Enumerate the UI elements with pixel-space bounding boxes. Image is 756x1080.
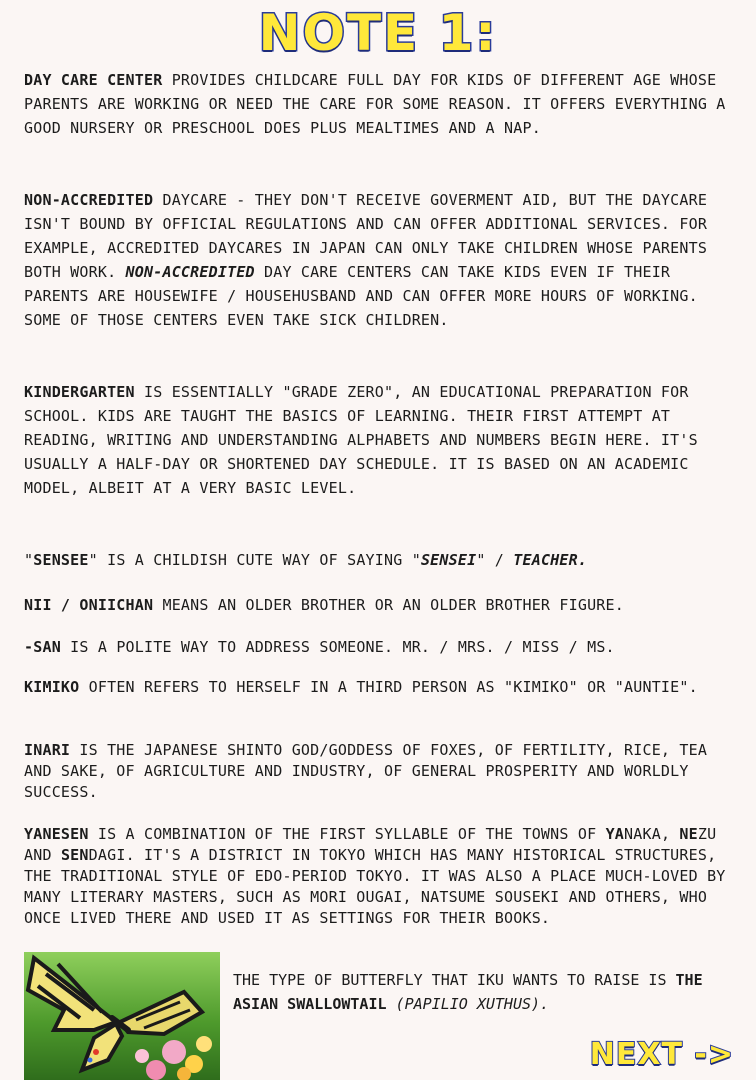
- butterfly-photo: [24, 952, 220, 1080]
- term-yanesen: YANESEN: [24, 825, 89, 843]
- term-nii: NII / ONIICHAN: [24, 596, 154, 614]
- page-title: NOTE 1:: [258, 4, 498, 62]
- note-kindergarten: [24, 380, 740, 500]
- term-sensee: SENSEE: [33, 551, 89, 569]
- text-inari: IS THE JAPANESE SHINTO GOD/GODDESS OF FOXES, OF FERTILITY, RICE, TEA AND SAKE, OF AGRICULTURE AND INDUSTRY, OF GENERAL PROSPERITY AND WORLDLY SUCCESS.: [24, 741, 708, 801]
- text-sensee-2: " /: [476, 551, 514, 569]
- term-sensei: SENSEI: [420, 551, 477, 569]
- text-yanaka: NAKA,: [624, 825, 680, 843]
- sensee-quote: ": [24, 551, 34, 569]
- text-kimiko: OFTEN REFERS TO HERSELF IN A THIRD PERSON AS "KIMIKO" OR "AUNTIE".: [79, 678, 698, 696]
- text-nii: MEANS AN OLDER BROTHER OR AN OLDER BROTHER FIGURE.: [153, 596, 625, 614]
- next-button[interactable]: NEXT ->: [589, 1037, 734, 1072]
- term-daycare: DAY CARE CENTER: [24, 71, 163, 89]
- text-sensee-1: " IS A CHILDISH CUTE WAY OF SAYING ": [88, 551, 421, 569]
- note-nii: [24, 593, 740, 617]
- text-kindergarten: IS ESSENTIALLY "GRADE ZERO", AN EDUCATIONAL PREPARATION FOR SCHOOL. KIDS ARE TAUGHT THE BASICS OF LEARNING. THEIR FIRST ATTEMPT AT READING, WRITING AND UNDERSTANDING ALPHABETS AND NUMBERS BEGIN HERE. IT'S USUALLY A HALF-DAY OR SHORTENED DAY SCHEDULE. IT IS BASED ON AN ACADEMIC MODEL, ALBEIT AT A VERY BASIC LEVEL.: [24, 383, 698, 497]
- note-sensee: [24, 548, 740, 572]
- note-nonaccredited: [24, 188, 740, 332]
- term-nonaccredited-2: NON-ACCREDITED: [125, 263, 255, 281]
- butterfly-illustration: [24, 952, 220, 1080]
- note-yanesen: [24, 824, 740, 929]
- butterfly-text-1: THE TYPE OF BUTTERFLY THAT IKU WANTS TO RAISE IS: [233, 971, 676, 989]
- text-daycare: PROVIDES CHILDCARE FULL DAY FOR KIDS OF DIFFERENT AGE WHOSE PARENTS ARE WORKING OR NEED THE CARE FOR SOME REASON. IT OFFERS EVERYTHING A GOOD NURSERY OR PRESCHOOL DOES PLUS MEALTIMES AND A NAP.: [24, 71, 726, 137]
- text-nonaccredited-1: DAYCARE - THEY DON'T RECEIVE GOVERMENT AID, BUT THE DAYCARE ISN'T BOUND BY OFFICIAL REGULATIONS AND CAN OFFER ADDITIONAL SERVICES. FOR EXAMPLE, ACCREDITED DAYCARES IN JAPAN CAN ONLY TAKE CHILDREN WHOSE PARENTS BOTH WORK.: [24, 191, 708, 281]
- syllable-ne: NE: [679, 825, 698, 843]
- note-inari: [24, 740, 740, 803]
- note-kimiko: [24, 677, 740, 698]
- note-san: [24, 635, 740, 659]
- butterfly-caption: [233, 968, 743, 1016]
- term-san: -SAN: [24, 638, 61, 656]
- term-kimiko: KIMIKO: [24, 678, 80, 696]
- term-nonaccredited: NON-ACCREDITED: [24, 191, 154, 209]
- syllable-sen: SEN: [60, 846, 89, 864]
- term-kindergarten: KINDERGARTEN: [24, 383, 135, 401]
- text-nezu: ZU AND: [24, 825, 717, 864]
- text-yanesen-2: DAGI. IT'S A DISTRICT IN TOKYO WHICH HAS MANY HISTORICAL STRUCTURES, THE TRADITIONAL STYLE OF EDO-PERIOD TOKYO. IT WAS ALSO A PLACE MUCH-LOVED BY MANY LITERARY MASTERS, SUCH AS MORI OUGAI, NATSUME SOUSEKI AND OTHERS, WHO ONCE LIVED THERE AND USED IT AS SETTINGS FOR THEIR BOOKS.: [24, 846, 726, 927]
- text-san: IS A POLITE WAY TO ADDRESS SOMEONE. MR. / MRS. / MISS / MS.: [60, 638, 615, 656]
- term-inari: INARI: [24, 741, 71, 759]
- term-asian-swallowtail: THE ASIAN SWALLOWTAIL: [233, 971, 703, 1013]
- text-yanesen-1: IS A COMBINATION OF THE FIRST SYLLABLE OF THE TOWNS OF: [88, 825, 606, 843]
- note-daycare: [24, 68, 740, 140]
- butterfly-text-2: (PAPILIO XUTHUS).: [386, 995, 550, 1013]
- term-teacher: TEACHER.: [513, 551, 588, 569]
- text-nonaccredited-2: DAY CARE CENTERS CAN TAKE KIDS EVEN IF THEIR PARENTS ARE HOUSEWIFE / HOUSEHUSBAND AND CAN OFFER MORE HOURS OF WORKING. SOME OF THOSE CENTERS EVEN TAKE SICK CHILDREN.: [24, 263, 698, 329]
- syllable-ya: YA: [605, 825, 625, 843]
